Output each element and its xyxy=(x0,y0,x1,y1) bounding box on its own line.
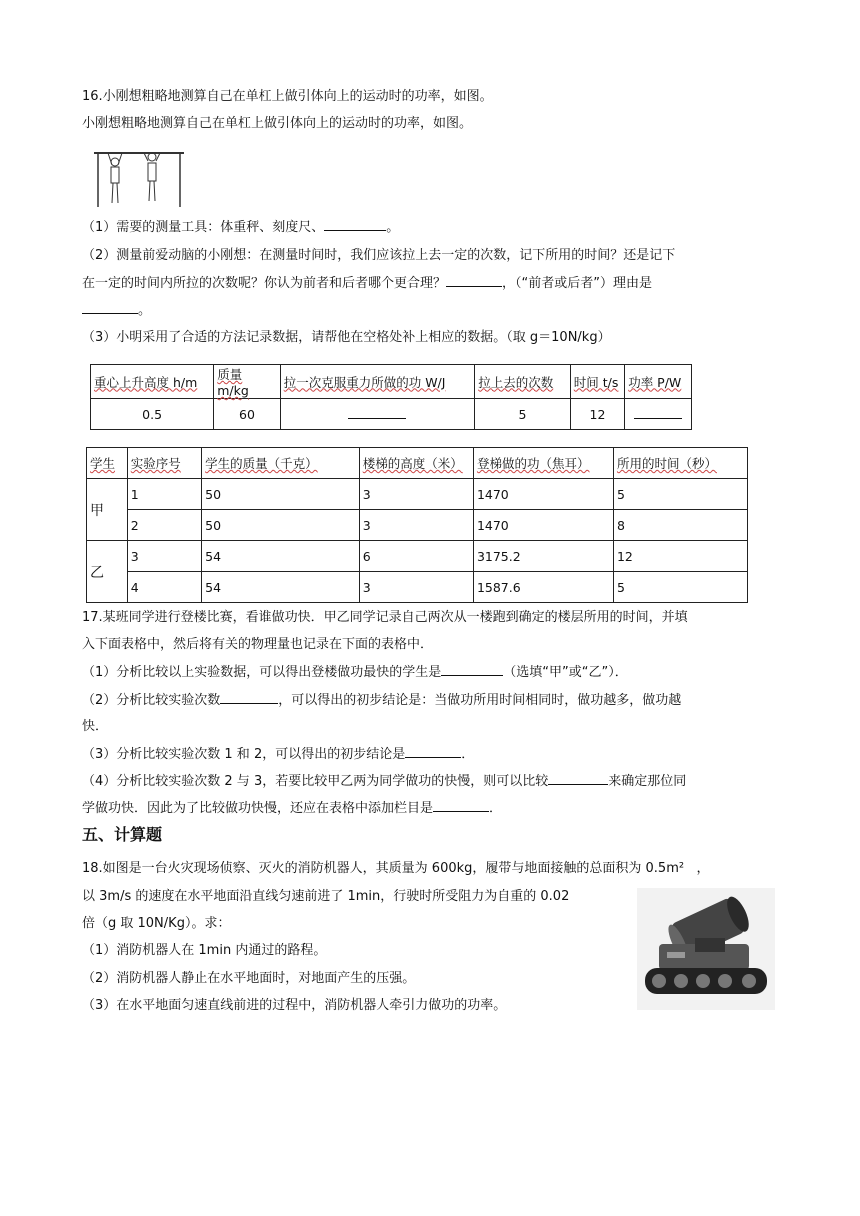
q18-part2: （2）消防机器人静止在水平地面时，对地面产生的压强。 xyxy=(82,971,416,986)
fire-robot-image xyxy=(637,888,775,1010)
q18-line2: 以 3m/s 的速度在水平地面沿直线匀速前进了 1min，行驶时所受阻力为自重的 0.02 xyxy=(82,889,570,904)
q16-part2-line3: 。 xyxy=(82,301,151,320)
table-cell: 1470 xyxy=(473,510,613,541)
table-header-cell: 拉一次克服重力所做的功 W/J xyxy=(280,365,475,399)
table-header-cell: 学生 xyxy=(87,448,128,479)
table-header-row xyxy=(91,365,692,399)
q17-part2: （2）分析比较实验次数 ，可以得出的初步结论是：当做功所用时间相同时，做功越多，做功越 xyxy=(82,693,682,708)
table-header-cell: 时间 t/s xyxy=(570,365,624,399)
q16-part3: （3）小明采用了合适的方法记录数据，请帮他在空格处补上相应的数据。（取 g＝10N/kg） xyxy=(82,330,611,345)
table-row xyxy=(87,541,748,572)
table-row xyxy=(87,479,748,510)
table-cell: 1587.6 xyxy=(473,572,613,603)
q16-part2-line1: （2）测量前爱动脑的小刚想：在测量时间时，我们应该拉上去一定的次数，记下所用的时间？还是记下 xyxy=(82,248,676,263)
answer-blank[interactable] xyxy=(348,406,406,419)
answer-blank[interactable] xyxy=(405,745,461,758)
q17-part1: （1）分析比较以上实验数据，可以得出登楼做功最快的学生是 （选填“甲”或“乙”）． xyxy=(82,665,628,680)
student-cell: 乙 xyxy=(87,541,128,603)
table-header-cell: 所用的时间（秒） xyxy=(613,448,747,479)
answer-blank[interactable] xyxy=(433,799,489,812)
table-header-cell: 登梯做的功（焦耳） xyxy=(473,448,613,479)
table-cell: 3 xyxy=(359,479,473,510)
table-header-cell: 拉上去的次数 xyxy=(475,365,571,399)
table-cell: 12 xyxy=(613,541,747,572)
answer-blank[interactable] xyxy=(548,772,608,785)
q18-part1: （1）消防机器人在 1min 内通过的路程。 xyxy=(82,943,327,958)
table-cell: 1 xyxy=(127,479,201,510)
table-cell: 1470 xyxy=(473,479,613,510)
q18-line3: 倍（g 取 10N/Kg）。求： xyxy=(82,916,231,931)
q17-part4-line2: 学做功快．因此为了比较做功快慢，还应在表格中添加栏目是 ． xyxy=(82,801,503,816)
q16-part1: （1）需要的测量工具：体重秤、刻度尺、 。 xyxy=(82,220,400,235)
q17-part4: （4）分析比较实验次数 2 与 3，若要比较甲乙两为同学做功的快慢，则可以比较 来确定那位同 xyxy=(82,774,687,789)
answer-blank[interactable] xyxy=(324,218,386,231)
answer-blank[interactable] xyxy=(446,274,502,287)
q17-line1: 17.某班同学进行登楼比赛，看谁做功快．甲乙同学记录自己两次从一楼跑到确定的楼层所用的时间，并填 xyxy=(82,610,688,625)
answer-blank[interactable] xyxy=(220,691,278,704)
table-cell: 4 xyxy=(127,572,201,603)
q18-line1: 18.如图是一台火灾现场侦察、灭火的消防机器人，其质量为 600kg，履带与地面接触的总面积为 0.5m² ， xyxy=(82,861,710,876)
table-row xyxy=(87,510,748,541)
answer-blank[interactable] xyxy=(634,406,682,419)
table-row xyxy=(87,572,748,603)
stair-data-table xyxy=(86,447,748,603)
q17-part3: （3）分析比较实验次数 1 和 2，可以得出的初步结论是 ． xyxy=(82,747,475,762)
table-header-cell: 重心上升高度 h/m xyxy=(91,365,214,399)
section-heading: 五、计算题 xyxy=(82,825,163,844)
table-cell: 54 xyxy=(202,572,360,603)
table-cell: 50 xyxy=(202,479,360,510)
table-cell: 50 xyxy=(202,510,360,541)
answer-cell[interactable] xyxy=(280,399,475,430)
table-cell: 5 xyxy=(475,399,571,430)
student-cell: 甲 xyxy=(87,479,128,541)
table-cell: 8 xyxy=(613,510,747,541)
table-cell: 60 xyxy=(214,399,280,430)
q18-part3: （3）在水平地面匀速直线前进的过程中，消防机器人牵引力做功的功率。 xyxy=(82,998,507,1013)
q16-part2-line2: 在一定的时间内所拉的次数呢？你认为前者和后者哪个更合理？ ，（“前者或后者”）理由是 xyxy=(82,276,652,291)
q17-line2: 入下面表格中，然后将有关的物理量也记录在下面的表格中． xyxy=(82,637,434,652)
pullup-data-table xyxy=(90,364,692,430)
table-header-cell: 实验序号 xyxy=(127,448,201,479)
q17-part2-line2: 快． xyxy=(82,719,109,734)
table-header-cell: 楼梯的高度（米） xyxy=(359,448,473,479)
table-header-cell: 功率 P/W xyxy=(625,365,692,399)
table-cell: 54 xyxy=(202,541,360,572)
table-cell: 6 xyxy=(359,541,473,572)
table-cell: 5 xyxy=(613,479,747,510)
table-header-cell: 学生的质量（千克） xyxy=(202,448,360,479)
q16-repeat: 小刚想粗略地测算自己在单杠上做引体向上的运动时的功率，如图。 xyxy=(82,116,473,131)
table-cell: 5 xyxy=(613,572,747,603)
table-header-cell: 质量 m/kg xyxy=(214,365,280,399)
table-cell: 0.5 xyxy=(91,399,214,430)
table-cell: 3175.2 xyxy=(473,541,613,572)
answer-blank[interactable] xyxy=(441,663,503,676)
table-row xyxy=(91,399,692,430)
table-cell: 3 xyxy=(359,510,473,541)
pullup-figure xyxy=(90,147,188,209)
table-header-row xyxy=(87,448,748,479)
table-cell: 2 xyxy=(127,510,201,541)
table-cell: 12 xyxy=(570,399,624,430)
answer-cell[interactable] xyxy=(625,399,692,430)
table-cell: 3 xyxy=(127,541,201,572)
q16-title: 16.小刚想粗略地测算自己在单杠上做引体向上的运动时的功率，如图。 xyxy=(82,89,493,104)
answer-blank[interactable] xyxy=(82,301,138,314)
table-cell: 3 xyxy=(359,572,473,603)
